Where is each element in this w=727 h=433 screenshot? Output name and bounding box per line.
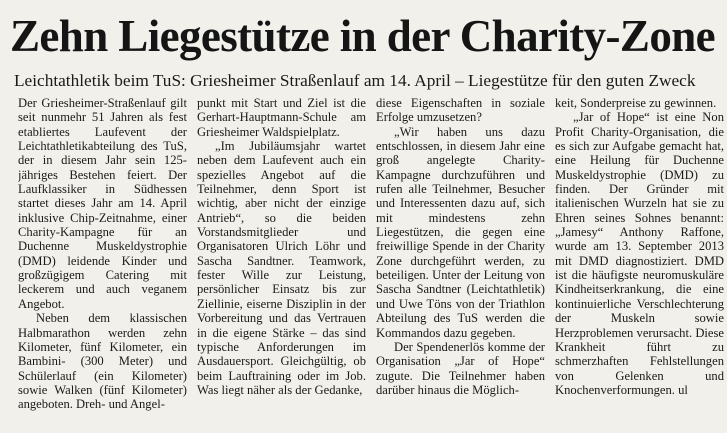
headline: Zehn Liegestütze in der Charity-Zone: [10, 11, 716, 61]
paragraph: keit, Sonderpreise zu gewinnen.: [555, 96, 717, 110]
paragraph: „Im Jubiläumsjahr wartet neben dem Laufevent auch ein spezielles Angebot auf die Teilnehmer, denn Sport ist wichtig, aber nicht der einzige Antrieb“, so die beiden Vorstandsmitglieder und Organisatoren Ulrich Löhr und Sascha Sandtner. Teamwork, fester Wille zur Leistung, persönlicher Einsatz bis zur Ziellinie, eiserne Disziplin in der Vorbereitung und das Vertrauen in die eigene Stärke – das sind typische Anforderungen im Ausdauersport. Gleichgültig, ob beim Lauftraining oder im Job. Was liegt näher als der Gedanke,: [197, 139, 366, 397]
paragraph: „Wir haben uns dazu entschlossen, in diesem Jahr eine groß angelegte Charity-Kampagne durchzuführen und rufen alle Teilnehmer, Besucher und Interessenten dazu auf, sich mit mindestens zehn Liegestützen, die gegen eine freiwillige Spende in der Charity Zone durchgeführt werden, zu beteiligen. Unter der Leitung von Sascha Sandtner (Leichtathletik) und Uwe Töns von der Triathlon Abteilung des TuS werden die Kommandos dazu gegeben.: [376, 124, 545, 340]
paragraph: diese Eigenschaften in soziale Erfolge umzusetzen?: [376, 96, 545, 125]
article-column-3: [376, 96, 545, 433]
article-column-2: [197, 96, 366, 433]
subheadline: Leichtathletik beim TuS: Griesheimer Straßenlauf am 14. April – Liegestütze für den guten Zweck: [14, 71, 696, 90]
paragraph: Der Spendenerlös komme der Organisation „Jar of Hope“ zugute. Die Teilnehmer haben darüber hinaus die Möglich-: [376, 339, 545, 397]
paragraph: „Jar of Hope“ ist eine Non Profit Charity-Organisation, die es sich zur Aufgabe gemacht hat, eine Heilung für Duchenne Muskeldystrophie (DMD) zu finden. Der Gründer mit italienischen Wurzeln hat sie zu Ehren seines Sohnes benannt: „Jamesy“ Anthony Raffone, wurde am 13. September 2013 mit DMD diagnostiziert. DMD ist die häufigste neuromuskuläre Kindheitserkrankung, die eine kontinuierliche Verschlechterung der Muskeln sowie Herzproblemen verursacht. Diese Krankheit führt zu schmerzhaften Fehlstellungen von Gelenken und Knochenverformungen. ul: [555, 110, 724, 397]
paragraph: punkt mit Start und Ziel ist die Gerhart-Hauptmann-Schule am Griesheimer Waldspielplatz.: [197, 96, 366, 139]
article-body: [18, 96, 724, 433]
paragraph: Der Griesheimer-Straßenlauf gilt seit nunmehr 51 Jahren als fest etabliertes Laufevent der Leichtathletikabteilung des TuS, der in diesem Jahr sein 125-jähriges Bestehen feiert. Der Laufklassiker in Südhessen startet dieses Jahr am 14. April inklusive Chip-Zeitnahme, einer Charity-Kampagne für an Duchenne Muskeldystrophie (DMD) leidende Kinder und großzügigem Catering mit leckerem und auch veganem Angebot.: [18, 96, 187, 311]
article-column-1: [18, 96, 187, 433]
article-column-4: [555, 96, 724, 433]
paragraph: Neben dem klassischen Halbmarathon werden zehn Kilometer, fünf Kilometer, ein Bambini- (300 Meter) und Schülerlauf (ein Kilometer) sowie Walken (fünf Kilometer) angeboten. Dreh- und Angel-: [18, 311, 187, 412]
